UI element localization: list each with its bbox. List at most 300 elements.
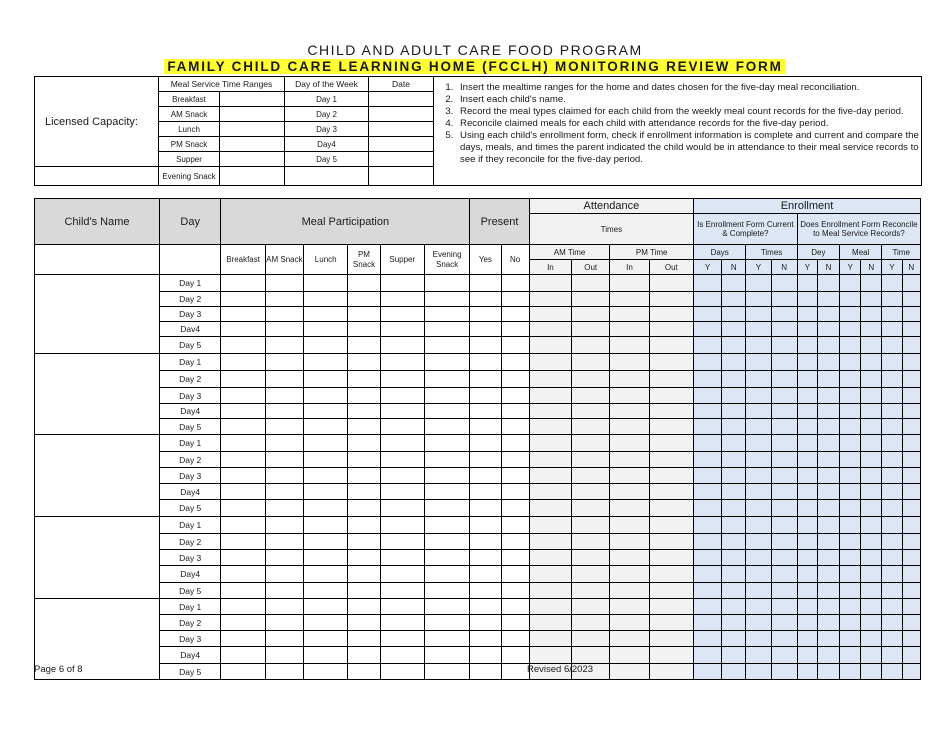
entry-cell[interactable] — [221, 468, 265, 484]
entry-cell[interactable] — [771, 500, 797, 517]
entry-cell[interactable] — [746, 583, 771, 599]
entry-cell[interactable] — [265, 468, 303, 484]
entry-cell[interactable] — [610, 435, 649, 452]
entry-cell[interactable] — [610, 550, 649, 566]
entry-cell[interactable] — [424, 435, 469, 452]
entry-cell[interactable] — [649, 292, 693, 307]
entry-cell[interactable] — [797, 468, 817, 484]
entry-cell[interactable] — [771, 550, 797, 566]
entry-cell[interactable] — [265, 566, 303, 583]
entry-cell[interactable] — [501, 452, 529, 468]
entry-cell[interactable] — [746, 550, 771, 566]
entry-cell[interactable] — [817, 419, 839, 435]
date-field[interactable] — [369, 152, 434, 167]
entry-cell[interactable] — [380, 550, 424, 566]
entry-cell[interactable] — [221, 371, 265, 388]
entry-cell[interactable] — [265, 484, 303, 500]
entry-cell[interactable] — [501, 292, 529, 307]
entry-cell[interactable] — [380, 371, 424, 388]
child-name-field[interactable] — [35, 275, 160, 354]
entry-cell[interactable] — [902, 599, 921, 615]
entry-cell[interactable] — [722, 404, 746, 419]
entry-cell[interactable] — [902, 566, 921, 583]
entry-cell[interactable] — [529, 550, 571, 566]
entry-cell[interactable] — [380, 615, 424, 631]
entry-cell[interactable] — [501, 484, 529, 500]
entry-cell[interactable] — [304, 647, 348, 664]
entry-cell[interactable] — [610, 664, 649, 680]
entry-cell[interactable] — [572, 322, 610, 337]
entry-cell[interactable] — [572, 337, 610, 354]
entry-cell[interactable] — [424, 322, 469, 337]
entry-cell[interactable] — [797, 484, 817, 500]
entry-cell[interactable] — [771, 435, 797, 452]
entry-cell[interactable] — [797, 452, 817, 468]
entry-cell[interactable] — [722, 322, 746, 337]
entry-cell[interactable] — [771, 275, 797, 292]
entry-cell[interactable] — [529, 566, 571, 583]
entry-cell[interactable] — [265, 322, 303, 337]
entry-cell[interactable] — [610, 371, 649, 388]
entry-cell[interactable] — [470, 664, 501, 680]
entry-cell[interactable] — [380, 647, 424, 664]
entry-cell[interactable] — [649, 435, 693, 452]
entry-cell[interactable] — [529, 615, 571, 631]
entry-cell[interactable] — [572, 631, 610, 647]
entry-cell[interactable] — [380, 337, 424, 354]
entry-cell[interactable] — [501, 275, 529, 292]
entry-cell[interactable] — [840, 452, 861, 468]
entry-cell[interactable] — [424, 307, 469, 322]
entry-cell[interactable] — [882, 583, 902, 599]
entry-cell[interactable] — [380, 354, 424, 371]
entry-cell[interactable] — [470, 337, 501, 354]
entry-cell[interactable] — [424, 484, 469, 500]
entry-cell[interactable] — [861, 419, 882, 435]
entry-cell[interactable] — [304, 322, 348, 337]
entry-cell[interactable] — [470, 484, 501, 500]
entry-cell[interactable] — [771, 583, 797, 599]
entry-cell[interactable] — [840, 484, 861, 500]
entry-cell[interactable] — [649, 307, 693, 322]
entry-cell[interactable] — [771, 534, 797, 550]
entry-cell[interactable] — [882, 664, 902, 680]
entry-cell[interactable] — [694, 322, 722, 337]
entry-cell[interactable] — [424, 583, 469, 599]
entry-cell[interactable] — [746, 664, 771, 680]
entry-cell[interactable] — [529, 435, 571, 452]
entry-cell[interactable] — [265, 419, 303, 435]
entry-cell[interactable] — [380, 468, 424, 484]
entry-cell[interactable] — [882, 435, 902, 452]
entry-cell[interactable] — [882, 647, 902, 664]
entry-cell[interactable] — [797, 599, 817, 615]
entry-cell[interactable] — [817, 307, 839, 322]
entry-cell[interactable] — [797, 404, 817, 419]
entry-cell[interactable] — [304, 388, 348, 404]
entry-cell[interactable] — [572, 517, 610, 534]
entry-cell[interactable] — [694, 615, 722, 631]
entry-cell[interactable] — [304, 583, 348, 599]
entry-cell[interactable] — [221, 647, 265, 664]
entry-cell[interactable] — [304, 452, 348, 468]
entry-cell[interactable] — [694, 647, 722, 664]
entry-cell[interactable] — [746, 452, 771, 468]
entry-cell[interactable] — [348, 322, 380, 337]
entry-cell[interactable] — [746, 631, 771, 647]
entry-cell[interactable] — [380, 583, 424, 599]
entry-cell[interactable] — [722, 337, 746, 354]
entry-cell[interactable] — [902, 388, 921, 404]
child-name-field[interactable] — [35, 354, 160, 435]
entry-cell[interactable] — [902, 500, 921, 517]
entry-cell[interactable] — [817, 388, 839, 404]
time-range-field[interactable] — [220, 122, 285, 137]
entry-cell[interactable] — [882, 550, 902, 566]
time-range-field[interactable] — [220, 92, 285, 107]
entry-cell[interactable] — [572, 354, 610, 371]
entry-cell[interactable] — [797, 371, 817, 388]
entry-cell[interactable] — [265, 647, 303, 664]
entry-cell[interactable] — [882, 354, 902, 371]
entry-cell[interactable] — [902, 275, 921, 292]
entry-cell[interactable] — [304, 354, 348, 371]
entry-cell[interactable] — [649, 631, 693, 647]
entry-cell[interactable] — [348, 517, 380, 534]
entry-cell[interactable] — [694, 354, 722, 371]
entry-cell[interactable] — [470, 500, 501, 517]
entry-cell[interactable] — [722, 566, 746, 583]
entry-cell[interactable] — [861, 468, 882, 484]
entry-cell[interactable] — [840, 550, 861, 566]
entry-cell[interactable] — [265, 550, 303, 566]
entry-cell[interactable] — [797, 435, 817, 452]
entry-cell[interactable] — [746, 500, 771, 517]
entry-cell[interactable] — [380, 534, 424, 550]
entry-cell[interactable] — [649, 452, 693, 468]
entry-cell[interactable] — [817, 534, 839, 550]
entry-cell[interactable] — [817, 500, 839, 517]
entry-cell[interactable] — [304, 292, 348, 307]
entry-cell[interactable] — [817, 354, 839, 371]
entry-cell[interactable] — [746, 468, 771, 484]
entry-cell[interactable] — [797, 550, 817, 566]
entry-cell[interactable] — [304, 404, 348, 419]
entry-cell[interactable] — [902, 517, 921, 534]
entry-cell[interactable] — [817, 631, 839, 647]
entry-cell[interactable] — [529, 517, 571, 534]
entry-cell[interactable] — [501, 631, 529, 647]
entry-cell[interactable] — [649, 599, 693, 615]
entry-cell[interactable] — [861, 404, 882, 419]
entry-cell[interactable] — [840, 500, 861, 517]
child-name-field[interactable] — [35, 435, 160, 517]
entry-cell[interactable] — [304, 566, 348, 583]
entry-cell[interactable] — [722, 307, 746, 322]
entry-cell[interactable] — [265, 435, 303, 452]
entry-cell[interactable] — [902, 354, 921, 371]
entry-cell[interactable] — [380, 484, 424, 500]
entry-cell[interactable] — [817, 615, 839, 631]
entry-cell[interactable] — [348, 615, 380, 631]
entry-cell[interactable] — [797, 388, 817, 404]
entry-cell[interactable] — [470, 566, 501, 583]
entry-cell[interactable] — [529, 452, 571, 468]
entry-cell[interactable] — [746, 615, 771, 631]
entry-cell[interactable] — [817, 599, 839, 615]
entry-cell[interactable] — [649, 566, 693, 583]
entry-cell[interactable] — [840, 534, 861, 550]
entry-cell[interactable] — [902, 615, 921, 631]
entry-cell[interactable] — [610, 292, 649, 307]
entry-cell[interactable] — [861, 550, 882, 566]
entry-cell[interactable] — [694, 371, 722, 388]
entry-cell[interactable] — [746, 534, 771, 550]
entry-cell[interactable] — [882, 566, 902, 583]
entry-cell[interactable] — [861, 664, 882, 680]
time-range-field[interactable] — [220, 137, 285, 152]
entry-cell[interactable] — [348, 435, 380, 452]
entry-cell[interactable] — [840, 468, 861, 484]
entry-cell[interactable] — [902, 484, 921, 500]
entry-cell[interactable] — [304, 371, 348, 388]
entry-cell[interactable] — [861, 484, 882, 500]
entry-cell[interactable] — [722, 435, 746, 452]
entry-cell[interactable] — [902, 292, 921, 307]
entry-cell[interactable] — [470, 599, 501, 615]
entry-cell[interactable] — [722, 599, 746, 615]
entry-cell[interactable] — [529, 468, 571, 484]
entry-cell[interactable] — [610, 388, 649, 404]
entry-cell[interactable] — [610, 631, 649, 647]
entry-cell[interactable] — [424, 534, 469, 550]
entry-cell[interactable] — [902, 322, 921, 337]
entry-cell[interactable] — [649, 337, 693, 354]
entry-cell[interactable] — [771, 388, 797, 404]
entry-cell[interactable] — [501, 517, 529, 534]
entry-cell[interactable] — [694, 534, 722, 550]
entry-cell[interactable] — [424, 566, 469, 583]
entry-cell[interactable] — [771, 484, 797, 500]
entry-cell[interactable] — [722, 500, 746, 517]
time-range-field[interactable] — [220, 167, 285, 186]
entry-cell[interactable] — [902, 452, 921, 468]
entry-cell[interactable] — [902, 550, 921, 566]
entry-cell[interactable] — [722, 550, 746, 566]
entry-cell[interactable] — [265, 583, 303, 599]
entry-cell[interactable] — [694, 583, 722, 599]
entry-cell[interactable] — [610, 647, 649, 664]
entry-cell[interactable] — [861, 631, 882, 647]
entry-cell[interactable] — [304, 468, 348, 484]
entry-cell[interactable] — [882, 631, 902, 647]
entry-cell[interactable] — [572, 615, 610, 631]
entry-cell[interactable] — [221, 550, 265, 566]
entry-cell[interactable] — [304, 435, 348, 452]
entry-cell[interactable] — [746, 322, 771, 337]
entry-cell[interactable] — [348, 631, 380, 647]
entry-cell[interactable] — [470, 419, 501, 435]
entry-cell[interactable] — [817, 647, 839, 664]
entry-cell[interactable] — [694, 275, 722, 292]
entry-cell[interactable] — [902, 664, 921, 680]
entry-cell[interactable] — [694, 388, 722, 404]
entry-cell[interactable] — [221, 664, 265, 680]
entry-cell[interactable] — [694, 435, 722, 452]
entry-cell[interactable] — [902, 371, 921, 388]
entry-cell[interactable] — [529, 583, 571, 599]
entry-cell[interactable] — [746, 354, 771, 371]
entry-cell[interactable] — [348, 647, 380, 664]
entry-cell[interactable] — [722, 468, 746, 484]
entry-cell[interactable] — [304, 599, 348, 615]
entry-cell[interactable] — [348, 292, 380, 307]
entry-cell[interactable] — [470, 354, 501, 371]
entry-cell[interactable] — [572, 452, 610, 468]
entry-cell[interactable] — [304, 419, 348, 435]
entry-cell[interactable] — [501, 647, 529, 664]
entry-cell[interactable] — [529, 322, 571, 337]
entry-cell[interactable] — [817, 664, 839, 680]
entry-cell[interactable] — [797, 566, 817, 583]
entry-cell[interactable] — [610, 354, 649, 371]
entry-cell[interactable] — [610, 566, 649, 583]
entry-cell[interactable] — [882, 307, 902, 322]
entry-cell[interactable] — [861, 337, 882, 354]
entry-cell[interactable] — [771, 664, 797, 680]
entry-cell[interactable] — [722, 647, 746, 664]
entry-cell[interactable] — [902, 419, 921, 435]
entry-cell[interactable] — [882, 452, 902, 468]
entry-cell[interactable] — [861, 599, 882, 615]
entry-cell[interactable] — [882, 404, 902, 419]
entry-cell[interactable] — [221, 275, 265, 292]
entry-cell[interactable] — [746, 388, 771, 404]
entry-cell[interactable] — [529, 404, 571, 419]
entry-cell[interactable] — [840, 419, 861, 435]
entry-cell[interactable] — [771, 517, 797, 534]
entry-cell[interactable] — [501, 664, 529, 680]
entry-cell[interactable] — [380, 566, 424, 583]
date-field[interactable] — [369, 122, 434, 137]
entry-cell[interactable] — [610, 534, 649, 550]
entry-cell[interactable] — [882, 615, 902, 631]
entry-cell[interactable] — [265, 500, 303, 517]
licensed-capacity-field[interactable] — [35, 167, 159, 186]
entry-cell[interactable] — [529, 631, 571, 647]
entry-cell[interactable] — [694, 517, 722, 534]
entry-cell[interactable] — [797, 647, 817, 664]
entry-cell[interactable] — [380, 599, 424, 615]
entry-cell[interactable] — [304, 275, 348, 292]
date-field[interactable] — [369, 167, 434, 186]
entry-cell[interactable] — [221, 388, 265, 404]
entry-cell[interactable] — [840, 292, 861, 307]
entry-cell[interactable] — [771, 292, 797, 307]
entry-cell[interactable] — [348, 354, 380, 371]
entry-cell[interactable] — [771, 371, 797, 388]
entry-cell[interactable] — [902, 534, 921, 550]
entry-cell[interactable] — [470, 452, 501, 468]
entry-cell[interactable] — [348, 468, 380, 484]
entry-cell[interactable] — [694, 566, 722, 583]
entry-cell[interactable] — [221, 292, 265, 307]
entry-cell[interactable] — [221, 631, 265, 647]
entry-cell[interactable] — [797, 337, 817, 354]
entry-cell[interactable] — [649, 354, 693, 371]
entry-cell[interactable] — [424, 292, 469, 307]
entry-cell[interactable] — [649, 550, 693, 566]
entry-cell[interactable] — [265, 275, 303, 292]
entry-cell[interactable] — [304, 631, 348, 647]
entry-cell[interactable] — [610, 517, 649, 534]
entry-cell[interactable] — [424, 388, 469, 404]
entry-cell[interactable] — [746, 292, 771, 307]
entry-cell[interactable] — [882, 484, 902, 500]
entry-cell[interactable] — [380, 404, 424, 419]
entry-cell[interactable] — [771, 452, 797, 468]
entry-cell[interactable] — [380, 419, 424, 435]
entry-cell[interactable] — [221, 337, 265, 354]
entry-cell[interactable] — [771, 647, 797, 664]
entry-cell[interactable] — [649, 484, 693, 500]
entry-cell[interactable] — [817, 337, 839, 354]
entry-cell[interactable] — [424, 337, 469, 354]
entry-cell[interactable] — [265, 404, 303, 419]
entry-cell[interactable] — [610, 599, 649, 615]
entry-cell[interactable] — [572, 500, 610, 517]
entry-cell[interactable] — [501, 583, 529, 599]
entry-cell[interactable] — [817, 566, 839, 583]
entry-cell[interactable] — [649, 275, 693, 292]
entry-cell[interactable] — [221, 452, 265, 468]
entry-cell[interactable] — [771, 566, 797, 583]
entry-cell[interactable] — [902, 404, 921, 419]
entry-cell[interactable] — [265, 371, 303, 388]
entry-cell[interactable] — [265, 599, 303, 615]
entry-cell[interactable] — [610, 484, 649, 500]
entry-cell[interactable] — [501, 388, 529, 404]
entry-cell[interactable] — [649, 583, 693, 599]
entry-cell[interactable] — [694, 307, 722, 322]
entry-cell[interactable] — [649, 322, 693, 337]
entry-cell[interactable] — [649, 404, 693, 419]
entry-cell[interactable] — [722, 583, 746, 599]
entry-cell[interactable] — [861, 371, 882, 388]
entry-cell[interactable] — [424, 647, 469, 664]
entry-cell[interactable] — [817, 322, 839, 337]
entry-cell[interactable] — [817, 435, 839, 452]
entry-cell[interactable] — [380, 664, 424, 680]
entry-cell[interactable] — [470, 307, 501, 322]
entry-cell[interactable] — [221, 354, 265, 371]
entry-cell[interactable] — [304, 664, 348, 680]
entry-cell[interactable] — [694, 468, 722, 484]
entry-cell[interactable] — [882, 517, 902, 534]
entry-cell[interactable] — [304, 550, 348, 566]
entry-cell[interactable] — [221, 599, 265, 615]
entry-cell[interactable] — [572, 566, 610, 583]
entry-cell[interactable] — [861, 388, 882, 404]
entry-cell[interactable] — [348, 664, 380, 680]
entry-cell[interactable] — [529, 647, 571, 664]
date-field[interactable] — [369, 137, 434, 152]
entry-cell[interactable] — [470, 550, 501, 566]
entry-cell[interactable] — [771, 322, 797, 337]
entry-cell[interactable] — [529, 292, 571, 307]
entry-cell[interactable] — [840, 322, 861, 337]
time-range-field[interactable] — [220, 152, 285, 167]
